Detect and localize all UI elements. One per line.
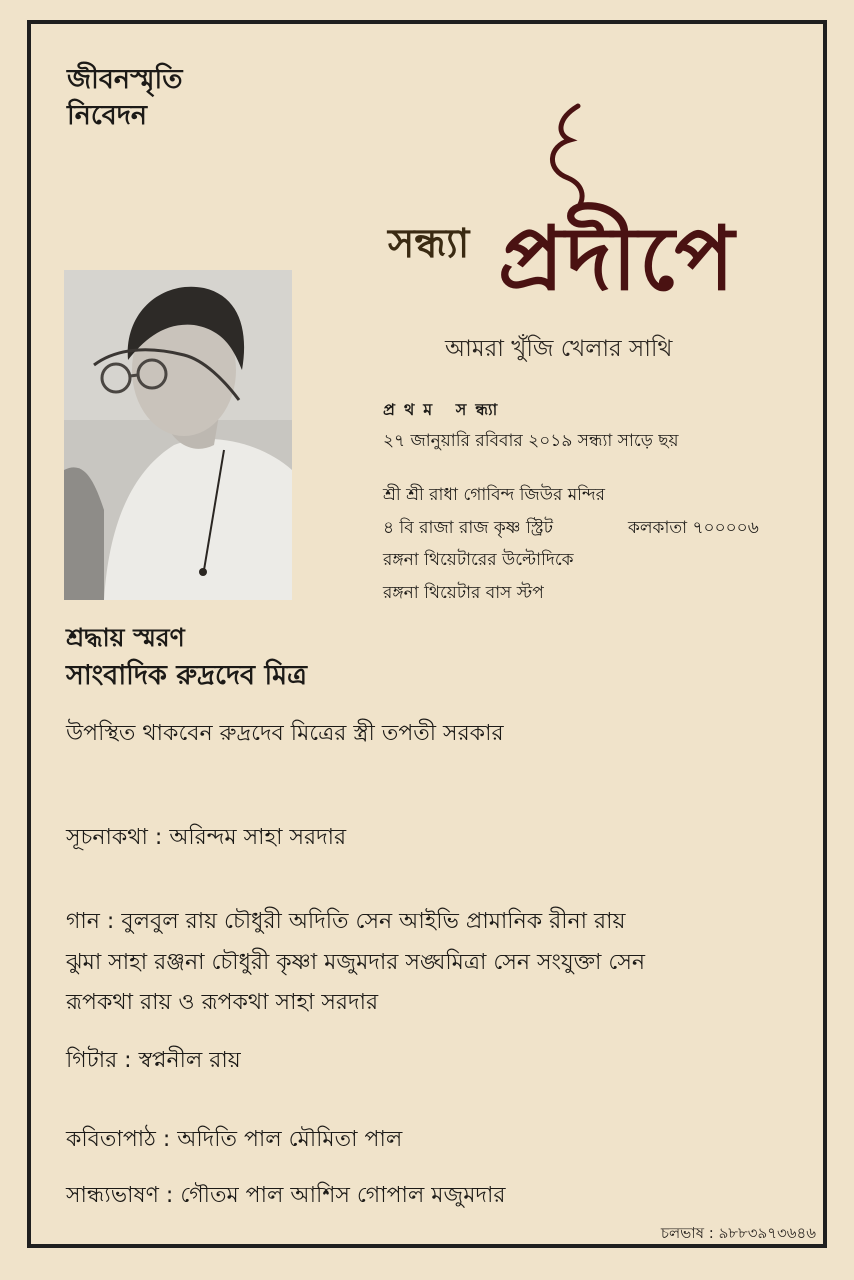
- organizer: [67, 62, 182, 134]
- organizer-line-1: জীবনস্মৃতি: [67, 64, 183, 95]
- tribute-name: সাংবাদিক রুদ্রদেব মিত্র: [66, 660, 308, 691]
- title-prefix: সন্ধ্যা: [388, 221, 470, 267]
- event-landmark-1: রঙ্গনা থিয়েটারের উল্টোদিকে: [383, 550, 574, 570]
- event-label: প্রথম সন্ধ্যা: [383, 400, 507, 419]
- tagline: আমরা খুঁজি খেলার সাথি: [445, 336, 673, 362]
- portrait-photo: [64, 270, 292, 600]
- event-address: ৪ বি রাজা রাজ কৃষ্ণ স্ট্রিট: [383, 518, 553, 538]
- event-venue: শ্রী শ্রী রাধা গোবিন্দ জিউর মন্দির: [383, 485, 606, 505]
- program-recitation: কবিতাপাঠ : অদিতি পাল মৌমিতা পাল: [66, 1127, 403, 1152]
- organizer-line-2: নিবেদন: [67, 100, 148, 131]
- program-intro: সূচনাকথা : অরিন্দম সাহা সরদার: [66, 825, 347, 850]
- program-songs-line-2: ঝুমা সাহা রঞ্জনা চৌধুরী কৃষ্ণা মজুমদার সঙ্ঘমিত্রা সেন সংযুক্তা সেন: [66, 950, 646, 975]
- contact-phone: চলভাষ : ৯৮৮৩৯৭৩৬৪৬: [660, 1224, 816, 1242]
- event-title: [388, 100, 768, 330]
- attendance-line: উপস্থিত থাকবেন রুদ্রদেব মিত্রের স্ত্রী তপতী সরকার: [66, 721, 504, 746]
- event-landmark-2: রঙ্গনা থিয়েটার বাস স্টপ: [383, 583, 544, 603]
- event-date-time: ২৭ জানুয়ারি রবিবার ২০১৯ সন্ধ্যা সাড়ে ছয়: [383, 431, 679, 451]
- portrait-illustration: [64, 270, 292, 600]
- event-city: কলকাতা ৭০০০০৬: [628, 518, 759, 538]
- program-guitar: গিটার : স্বপ্ননীল রায়: [66, 1048, 241, 1073]
- program-songs-line-3: রূপকথা রায় ও রূপকথা সাহা সরদার: [66, 990, 379, 1015]
- program-evening-speech: সান্ধ্যভাষণ : গৌতম পাল আশিস গোপাল মজুমদার: [66, 1183, 506, 1208]
- title-main: প্রদীপে: [498, 206, 737, 310]
- program-songs-line-1: গান : বুলবুল রায় চৌধুরী অদিতি সেন আইভি প্রামানিক রীনা রায়: [66, 909, 626, 934]
- tribute-heading: শ্রদ্ধায় স্মরণ: [66, 623, 185, 652]
